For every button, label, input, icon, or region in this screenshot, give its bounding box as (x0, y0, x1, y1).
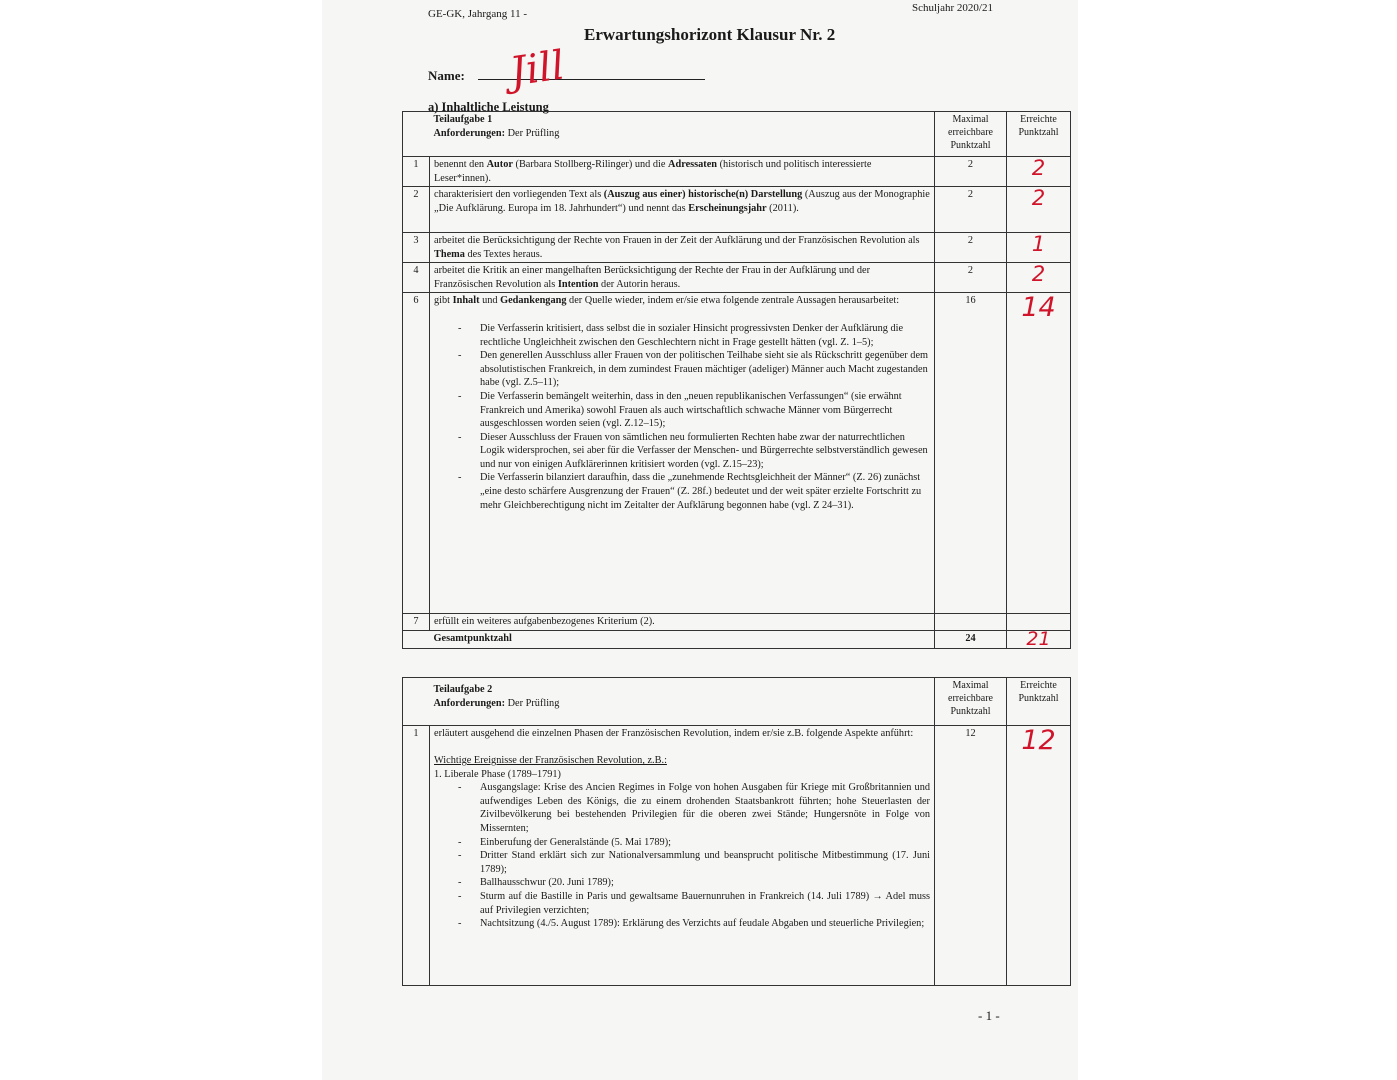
achieved-points: 12 (1007, 726, 1071, 986)
task1-requirements-text: Der Prüfling (505, 127, 560, 139)
task2-heading: Teilaufgabe 2 (433, 684, 493, 695)
name-label: Name: (428, 68, 465, 83)
max-points: 16 (935, 293, 1007, 614)
max-points: 2 (935, 187, 1007, 233)
task1-requirements-label: Anforderungen: (433, 127, 506, 139)
content-bullet-list (434, 322, 930, 512)
criterion-text: benennt den Autor (Barbara Stollberg-Rilinger) und die Adressaten (historisch und politisch interessierte Leser*innen). (430, 157, 935, 187)
criterion-text: erfüllt ein weiteres aufgabenbezogenes Kriterium (2). (430, 614, 935, 631)
exam-page (322, 0, 1078, 1080)
table-row: 2 charakterisiert den vorliegenden Text als (Auszug aus einer) historische(n) Darstellung (Auszug aus der Monographie „Die Aufklärung. Europa im 18. Jahrhundert“) und nennt das Erscheinungsjahr (2011). 2 2 (403, 187, 1071, 233)
achieved-points: 2 (1007, 157, 1071, 187)
list-item: - Ausgangslage: Krise des Ancien Regimes in Folge von hohen Ausgaben für Kriege mit Großbritannien und aufwendiges Leben des Königs, die zu einem drohenden Staatsbankrott führten; hohe Steuerlasten der Zivilbevölkerung bei bestehenden Privilegien für die oberen zwei Stände; Hungersnöte in Folge von Missernten; (480, 781, 930, 835)
list-item: - Dieser Ausschluss der Frauen von sämtlichen neu formulierten Rechten habe zwar der naturrechtlichen Logik widersprochen, sei aber für die Verfasser der Menschen- und Bürgerrechte selbstverständlich gewesen und nur von einigen Aufklärerinnen kritisiert worden (vgl. Z.15–23); (480, 431, 930, 472)
task2-header-row (403, 678, 1071, 726)
criterion-text: arbeitet die Kritik an einer mangelhaften Berücksichtigung der Rechte der Frau in der Aufklärung und der Französischen Revolution als Intention der Autorin heraus. (430, 263, 935, 293)
table-row: 1 benennt den Autor (Barbara Stollberg-Rilinger) und die Adressaten (historisch und politisch interessierte Leser*innen). 2 2 (403, 157, 1071, 187)
criterion-text: erläutert ausgehend die einzelnen Phasen der Französischen Revolution, indem er/sie z.B. folgende Aspekte anführt: Wichtige Ereignisse der Französischen Revolution, z.B.: 1. Liberale Phase (1789–1791) - Ausgangslage: Krise des Ancien Regimes in Folge von hohen Ausgaben für Kriege mit Großbritannien und aufwendiges Leben des Königs, die zu einem drohenden Staatsbankrott führten; hohe Steuerlasten der Zivilbevölkerung bei bestehenden Privilegien für die oberen zwei Stände; Hungersnöte in Folge von Missernten; - Einberufung der Generalstände (5. Mai 1789); - Dritter Stand erklärt sich zur Nationalversammlung und beansprucht politische Mitbestimmung (17. Juni 1789); - Ballhausschwur (20. Juni 1789); - Sturm auf die Bastille in Paris und gewaltsame Bauernunruhen in Frankreich (14. Juli 1789) → Adel muss auf Privilegien verzichten; - Nachtsitzung (4./5. August 1789): Erklärung des Verzichts auf feudale Abgaben und steuerliche Privilegien; (430, 726, 935, 986)
course-label: GE-GK, Jahrgang 11 - (428, 8, 527, 20)
max-points: 2 (935, 263, 1007, 293)
achieved-points: 14 (1007, 293, 1071, 614)
col-achieved-points: Erreichte Punktzahl (1007, 678, 1071, 726)
task2-requirements-label: Anforderungen: (433, 697, 506, 709)
col-max-points: Maximal erreichbare Punktzahl (935, 112, 1007, 157)
total-row (403, 631, 1071, 649)
page-title: Erwartungshorizont Klausur Nr. 2 (584, 25, 836, 44)
criterion-text: arbeitet die Berücksichtigung der Rechte von Frauen in der Zeit der Aufklärung und der Französischen Revolution als Thema des Textes heraus. (430, 233, 935, 263)
criterion-text: gibt Inhalt und Gedankengang der Quelle wieder, indem er/sie etwa folgende zentrale Aussagen herausarbeitet: - Die Verfasserin kritisiert, dass selbst die in sozialer Hinsicht progressivsten Denker der Aufklärung die rechtliche Ungleichheit zwischen den Geschlechtern nicht in Frage gestellt hätten (vgl. Z. 1–5); - Den generellen Ausschluss aller Frauen von der politischen Teilhabe sieht sie als Rückschritt gegenüber dem absolutistischen Frankreich, in dem zumindest Frauen mächtiger (adeliger) Männer auch Macht zugestanden habe (vgl. Z.5–11); - Die Verfasserin bemängelt weiterhin, dass in den „neuen republikanischen Verfassungen“ (sie erwähnt Frankreich und Amerika) sowohl Frauen als auch wirtschaftlich schwache Männer vom Bürgerrecht ausgeschlossen worden seien (vgl. Z.12–15); - Dieser Ausschluss der Frauen von sämtlichen neu formulierten Rechten habe zwar der naturrechtlichen Logik widersprochen, sei aber für die Verfasser der Menschen- und Bürgerrechte selbstverständlich gewesen und nur von einigen Aufklärerinnen kritisiert worden (vgl. Z.15–23); - Die Verfasserin bilanziert daraufhin, dass die „zunehmende Rechtsgleichheit der Männer“ (Z. 26) zunächst „eine desto schärfere Ausgrenzung der Frauen“ (Z. 28f.) bedeutet und der weit später erzielte Fortschritt zu mehr Gleichberechtigung nicht im Zeitalter der Aufklärung begonnen habe (vgl. Z 24–31). (430, 293, 935, 614)
col-max-points: Maximal erreichbare Punktzahl (935, 678, 1007, 726)
max-points: 2 (935, 233, 1007, 263)
list-item: - Nachtsitzung (4./5. August 1789): Erklärung des Verzichts auf feudale Abgaben und steuerliche Privilegien; (480, 917, 930, 931)
col-achieved-points: Erreichte Punktzahl (1007, 112, 1071, 157)
table-row: 1 erläutert ausgehend die einzelnen Phasen der Französischen Revolution, indem er/sie z.B. folgende Aspekte anführt: Wichtige Ereignisse der Französischen Revolution, z.B.: 1. Liberale Phase (1789–1791) - Ausgangslage: Krise des Ancien Regimes in Folge von hohen Ausgaben für Kriege mit Großbritannien und aufwendiges Leben des Königs, die zu einem drohenden Staatsbankrott führten; hohe Steuerlasten der Zivilbevölkerung bei bestehenden Privilegien für die oberen zwei Stände; Hungersnöte in Folge von Missernten; - Einberufung der Generalstände (5. Mai 1789); - Dritter Stand erklärt sich zur Nationalversammlung und beansprucht politische Mitbestimmung (17. Juni 1789); - Ballhausschwur (20. Juni 1789); - Sturm auf die Bastille in Paris und gewaltsame Bauernunruhen in Frankreich (14. Juli 1789) → Adel muss auf Privilegien verzichten; - Nachtsitzung (4./5. August 1789): Erklärung des Verzichts auf feudale Abgaben und steuerliche Privilegien; 12 12 (403, 726, 1071, 986)
achieved-points: 2 (1007, 187, 1071, 233)
achieved-points: 1 (1007, 233, 1071, 263)
list-item: - Sturm auf die Bastille in Paris und gewaltsame Bauernunruhen in Frankreich (14. Juli 1789) → Adel muss auf Privilegien verzichten; (480, 890, 930, 917)
total-achieved-points: 21 (1007, 631, 1071, 649)
list-item: - Dritter Stand erklärt sich zur Nationalversammlung und beansprucht politische Mitbestimmung (17. Juni 1789); (480, 849, 930, 876)
student-name-handwritten: Jill (507, 42, 568, 96)
table-row: 6 gibt Inhalt und Gedankengang der Quelle wieder, indem er/sie etwa folgende zentrale Aussagen herausarbeitet: - Die Verfasserin kritisiert, dass selbst die in sozialer Hinsicht progressivsten Denker der Aufklärung die rechtliche Ungleichheit zwischen den Geschlechtern nicht in Frage gestellt hätten (vgl. Z. 1–5); - Den generellen Ausschluss aller Frauen von der politischen Teilhabe sieht sie als Rückschritt gegenüber dem absolutistischen Frankreich, in dem zumindest Frauen mächtiger (adeliger) Männer auch Macht zugestanden habe (vgl. Z.5–11); - Die Verfasserin bemängelt weiterhin, dass in den „neuen republikanischen Verfassungen“ (sie erwähnt Frankreich und Amerika) sowohl Frauen als auch wirtschaftlich schwache Männer vom Bürgerrecht ausgeschlossen worden seien (vgl. Z.12–15); - Dieser Ausschluss der Frauen von sämtlichen neu formulierten Rechten habe zwar der naturrechtlichen Logik widersprochen, sei aber für die Verfasser der Menschen- und Bürgerrechte selbstverständlich gewesen und nur von einigen Aufklärerinnen kritisiert worden (vgl. Z.15–23); - Die Verfasserin bilanziert daraufhin, dass die „zunehmende Rechtsgleichheit der Männer“ (Z. 26) zunächst „eine desto schärfere Ausgrenzung der Frauen“ (Z. 28f.) bedeutet und der weit später erzielte Fortschritt zu mehr Gleichberechtigung nicht im Zeitalter der Aufklärung begonnen habe (vgl. Z 24–31). 16 14 (403, 293, 1071, 614)
page-number: - 1 - (978, 1008, 1000, 1023)
task2-table (402, 677, 1071, 986)
max-points: 2 (935, 157, 1007, 187)
task1-table (402, 111, 1071, 649)
task1-heading: Teilaufgabe 1 (433, 114, 493, 125)
table-row: 3 arbeitet die Berücksichtigung der Rechte von Frauen in der Zeit der Aufklärung und der Französischen Revolution als Thema des Textes heraus. 2 1 (403, 233, 1071, 263)
list-item: - Ballhausschwur (20. Juni 1789); (480, 876, 930, 890)
list-item: - Die Verfasserin kritisiert, dass selbst die in sozialer Hinsicht progressivsten Denker der Aufklärung die rechtliche Ungleichheit zwischen den Geschlechtern nicht in Frage gestellt hätten (vgl. Z. 1–5); (480, 322, 930, 349)
table-row: 4 arbeitet die Kritik an einer mangelhaften Berücksichtigung der Rechte der Frau in der Aufklärung und der Französischen Revolution als Intention der Autorin heraus. 2 2 (403, 263, 1071, 293)
phase-label: 1. Liberale Phase (1789–1791) (434, 768, 561, 780)
task2-requirements-text: Der Prüfling (505, 697, 560, 709)
max-points: 12 (935, 726, 1007, 986)
achieved-points: 2 (1007, 263, 1071, 293)
criterion-text: charakterisiert den vorliegenden Text als (Auszug aus einer) historische(n) Darstellung (Auszug aus der Monographie „Die Aufklärung. Europa im 18. Jahrhundert“) und nennt das Erscheinungsjahr (2011). (430, 187, 935, 233)
table-row: 7 erfüllt ein weiteres aufgabenbezogenes Kriterium (2). (403, 614, 1071, 631)
events-heading: Wichtige Ereignisse der Französischen Revolution, z.B.: (434, 755, 667, 767)
task1-header-row (403, 112, 1071, 157)
list-item: - Den generellen Ausschluss aller Frauen von der politischen Teilhabe sieht sie als Rückschritt gegenüber dem absolutistischen Frankreich, in dem zumindest Frauen mächtiger (adeliger) Männer auch Macht zugestanden habe (vgl. Z.5–11); (480, 349, 930, 390)
section-heading: a) Inhaltliche Leistung (428, 100, 549, 114)
events-bullet-list (434, 781, 930, 930)
school-year: Schuljahr 2020/21 (912, 2, 993, 14)
total-label: Gesamtpunktzahl (433, 633, 512, 645)
total-max-points: 24 (935, 631, 1007, 649)
list-item: - Einberufung der Generalstände (5. Mai 1789); (480, 836, 930, 850)
list-item: - Die Verfasserin bilanziert daraufhin, dass die „zunehmende Rechtsgleichheit der Männer“ (Z. 26) zunächst „eine desto schärfere Ausgrenzung der Frauen“ (Z. 28f.) bedeutet und der weit später erzielte Fortschritt zu mehr Gleichberechtigung nicht im Zeitalter der Aufklärung begonnen habe (vgl. Z 24–31). (480, 471, 930, 512)
list-item: - Die Verfasserin bemängelt weiterhin, dass in den „neuen republikanischen Verfassungen“ (sie erwähnt Frankreich und Amerika) sowohl Frauen als auch wirtschaftlich schwache Männer vom Bürgerrecht ausgeschlossen worden seien (vgl. Z.12–15); (480, 390, 930, 431)
